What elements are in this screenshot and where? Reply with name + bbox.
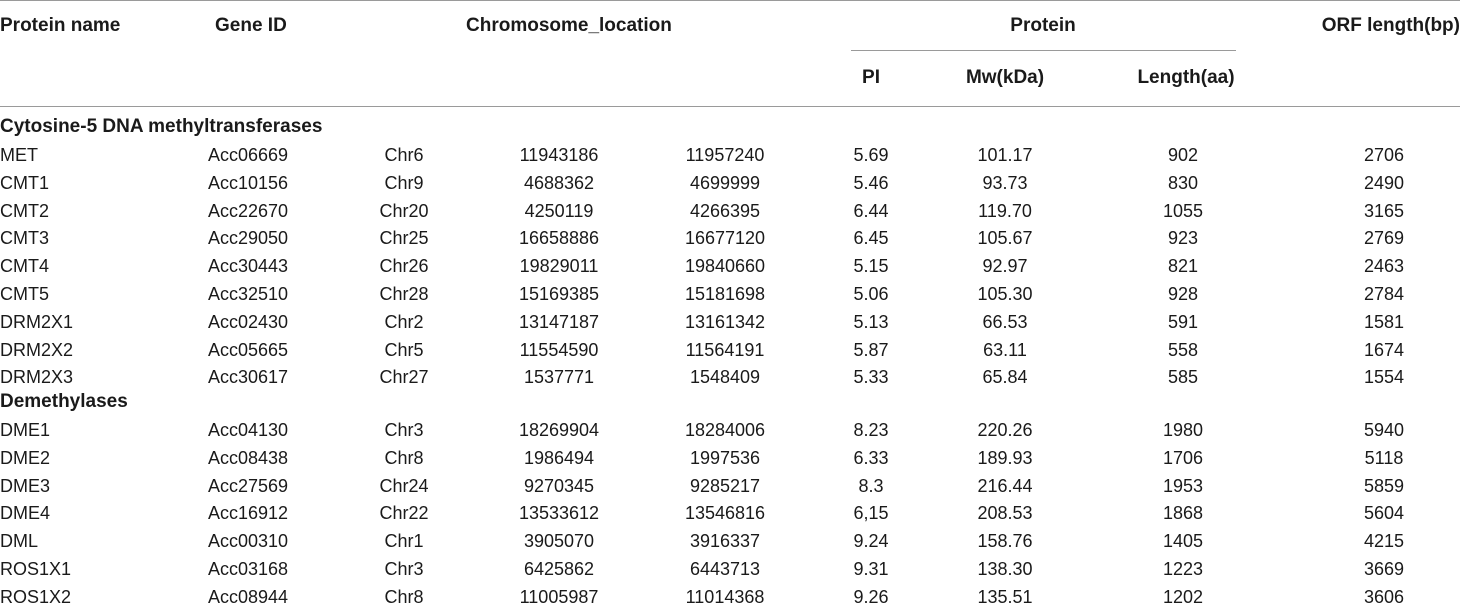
cell-mw: 216.44 <box>977 475 1033 496</box>
cell-protein-name: DME2 <box>0 447 51 468</box>
cell-pi: 8.23 <box>853 420 889 440</box>
cell-gene-id: Acc06669 <box>207 145 289 165</box>
cell-chromosome: Chr2 <box>384 311 424 332</box>
cell-length: 1706 <box>1162 447 1204 468</box>
cell-orf: 3669 <box>1363 559 1405 579</box>
cell-chromosome: Chr3 <box>384 559 424 579</box>
cell-end: 16677120 <box>684 228 766 249</box>
cell-gene-id: Acc08438 <box>207 447 289 468</box>
cell-protein-name: CMT2 <box>0 200 49 221</box>
cell-chromosome: Chr24 <box>379 475 429 496</box>
cell-pi: 9.24 <box>853 531 889 552</box>
header-chromosome-location: Chromosome_location <box>466 15 672 36</box>
cell-mw: 92.97 <box>982 256 1028 277</box>
cell-start: 15169385 <box>518 284 600 304</box>
cell-orf: 1581 <box>1363 311 1405 332</box>
cell-gene-id: Acc08944 <box>207 586 289 607</box>
cell-length: 585 <box>1167 367 1199 388</box>
cell-protein-name: DME3 <box>0 475 51 496</box>
cell-start: 6425862 <box>523 559 595 579</box>
cell-orf: 1554 <box>1363 367 1405 388</box>
cell-mw: 138.30 <box>977 559 1033 579</box>
cell-orf: 4215 <box>1363 531 1405 552</box>
cell-orf: 5604 <box>1363 503 1405 524</box>
cell-length: 1223 <box>1162 559 1204 579</box>
cell-protein-name: CMT5 <box>0 284 49 304</box>
cell-length: 830 <box>1167 172 1199 193</box>
cell-start: 11554590 <box>519 339 599 360</box>
cell-end: 18284006 <box>684 420 766 440</box>
cell-length: 591 <box>1167 311 1199 332</box>
cell-end: 11564191 <box>685 339 765 360</box>
cell-end: 11014368 <box>685 586 765 607</box>
cell-pi: 6.44 <box>853 200 889 221</box>
cell-start: 13147187 <box>518 311 600 332</box>
cell-pi: 6.45 <box>853 228 889 249</box>
cell-chromosome: Chr27 <box>379 367 429 388</box>
cell-length: 1868 <box>1162 503 1204 524</box>
cell-mw: 189.93 <box>977 447 1033 468</box>
cell-start: 13533612 <box>518 503 600 524</box>
header-protein: Protein <box>1010 15 1076 36</box>
cell-gene-id: Acc29050 <box>207 228 289 249</box>
cell-gene-id: Acc22670 <box>207 200 289 221</box>
cell-start: 9270345 <box>523 475 595 496</box>
header-pi: PI <box>862 67 880 88</box>
cell-pi: 8.3 <box>858 475 884 496</box>
cell-chromosome: Chr26 <box>379 256 429 277</box>
cell-mw: 135.51 <box>977 586 1033 607</box>
cell-pi: 5.15 <box>853 256 889 277</box>
cell-end: 13546816 <box>684 503 766 524</box>
cell-gene-id: Acc16912 <box>207 503 289 524</box>
cell-protein-name: DME4 <box>0 503 51 524</box>
cell-pi: 5.69 <box>853 145 889 165</box>
cell-length: 1405 <box>1162 531 1204 552</box>
cell-end: 9285217 <box>689 475 761 496</box>
cell-protein-name: CMT3 <box>0 228 49 249</box>
cell-orf: 5940 <box>1363 420 1405 440</box>
cell-orf: 3165 <box>1363 200 1405 221</box>
cell-length: 821 <box>1167 256 1199 277</box>
top-rule <box>0 0 1460 1</box>
cell-start: 18269904 <box>518 420 600 440</box>
cell-start: 4688362 <box>523 172 595 193</box>
header-bottom-rule <box>0 106 1460 107</box>
cell-orf: 2463 <box>1363 256 1405 277</box>
cell-mw: 66.53 <box>982 311 1028 332</box>
cell-start: 11005987 <box>519 586 599 607</box>
cell-gene-id: Acc02430 <box>207 311 289 332</box>
cell-gene-id: Acc32510 <box>207 284 289 304</box>
cell-gene-id: Acc04130 <box>207 420 289 440</box>
cell-mw: 93.73 <box>982 172 1028 193</box>
cell-start: 11943186 <box>519 145 599 165</box>
cell-pi: 5.13 <box>853 311 889 332</box>
cell-end: 3916337 <box>689 531 761 552</box>
cell-pi: 9.31 <box>853 559 889 579</box>
cell-mw: 208.53 <box>977 503 1033 524</box>
cell-end: 15181698 <box>684 284 766 304</box>
cell-mw: 105.67 <box>977 228 1033 249</box>
cell-start: 4250119 <box>524 200 594 221</box>
cell-orf: 3606 <box>1363 586 1405 607</box>
header-mw: Mw(kDa) <box>965 67 1045 88</box>
cell-chromosome: Chr8 <box>384 447 424 468</box>
cell-length: 1980 <box>1162 420 1204 440</box>
cell-start: 16658886 <box>518 228 600 249</box>
cell-pi: 6,15 <box>853 503 889 524</box>
cell-pi: 5.87 <box>853 339 889 360</box>
cell-chromosome: Chr1 <box>384 531 424 552</box>
cell-protein-name: DRM2X1 <box>0 311 74 332</box>
cell-protein-name: ROS1X1 <box>0 559 72 579</box>
cell-mw: 65.84 <box>982 367 1028 388</box>
cell-end: 19840660 <box>684 256 766 277</box>
cell-pi: 9.26 <box>853 586 889 607</box>
cell-chromosome: Chr28 <box>379 284 429 304</box>
cell-gene-id: Acc03168 <box>207 559 289 579</box>
cell-end: 4699999 <box>689 172 761 193</box>
cell-gene-id: Acc30617 <box>207 367 289 388</box>
cell-start: 1986494 <box>523 447 595 468</box>
cell-mw: 158.76 <box>977 531 1033 552</box>
cell-mw: 220.26 <box>977 420 1033 440</box>
cell-mw: 105.30 <box>977 284 1033 304</box>
section-title: Cytosine-5 DNA methyltransferases <box>0 116 323 137</box>
cell-length: 558 <box>1167 339 1199 360</box>
cell-chromosome: Chr9 <box>384 172 424 193</box>
cell-length: 1202 <box>1162 586 1204 607</box>
cell-protein-name: CMT4 <box>0 256 49 277</box>
cell-start: 19829011 <box>519 256 599 277</box>
cell-pi: 5.06 <box>853 284 889 304</box>
section-title: Demethylases <box>0 391 128 412</box>
cell-end: 6443713 <box>689 559 761 579</box>
cell-chromosome: Chr20 <box>379 200 429 221</box>
cell-gene-id: Acc30443 <box>207 256 289 277</box>
cell-end: 4266395 <box>689 200 761 221</box>
cell-end: 11957240 <box>685 145 765 165</box>
cell-protein-name: DME1 <box>0 420 51 440</box>
cell-protein-name: ROS1X2 <box>0 586 72 607</box>
cell-gene-id: Acc05665 <box>207 339 289 360</box>
cell-protein-name: DML <box>0 531 39 552</box>
cell-chromosome: Chr3 <box>384 420 424 440</box>
cell-chromosome: Chr8 <box>384 586 424 607</box>
cell-pi: 5.33 <box>853 367 889 388</box>
cell-length: 928 <box>1167 284 1199 304</box>
protein-group-rule <box>851 50 1236 51</box>
cell-pi: 5.46 <box>853 172 889 193</box>
cell-gene-id: Acc27569 <box>207 475 289 496</box>
cell-chromosome: Chr6 <box>384 145 424 165</box>
cell-orf: 2490 <box>1363 172 1405 193</box>
cell-orf: 5859 <box>1363 475 1405 496</box>
cell-orf: 2706 <box>1363 145 1405 165</box>
header-orf-length: ORF length(bp) <box>1321 15 1460 36</box>
cell-orf: 2769 <box>1363 228 1405 249</box>
cell-protein-name: CMT1 <box>0 172 49 193</box>
header-length: Length(aa) <box>1137 67 1235 88</box>
cell-length: 1055 <box>1162 200 1204 221</box>
cell-protein-name: DRM2X2 <box>0 339 74 360</box>
cell-mw: 119.70 <box>978 200 1032 221</box>
cell-mw: 63.11 <box>983 339 1027 360</box>
cell-gene-id: Acc00310 <box>207 531 289 552</box>
cell-orf: 5118 <box>1364 447 1404 468</box>
cell-protein-name: MET <box>0 145 38 165</box>
cell-end: 13161342 <box>684 311 766 332</box>
cell-orf: 1674 <box>1363 339 1405 360</box>
cell-chromosome: Chr25 <box>379 228 429 249</box>
cell-start: 1537771 <box>523 367 595 388</box>
cell-chromosome: Chr22 <box>379 503 429 524</box>
cell-start: 3905070 <box>523 531 595 552</box>
cell-protein-name: DRM2X3 <box>0 367 74 388</box>
cell-end: 1997536 <box>689 447 761 468</box>
cell-orf: 2784 <box>1363 284 1405 304</box>
cell-mw: 101.17 <box>977 145 1033 165</box>
cell-length: 923 <box>1167 228 1199 249</box>
cell-length: 902 <box>1167 145 1199 165</box>
cell-gene-id: Acc10156 <box>207 172 289 193</box>
cell-end: 1548409 <box>689 367 761 388</box>
cell-pi: 6.33 <box>853 447 889 468</box>
header-protein-name: Protein name <box>0 15 121 36</box>
cell-length: 1953 <box>1162 475 1204 496</box>
header-gene-id: Gene ID <box>215 15 287 36</box>
cell-chromosome: Chr5 <box>384 339 424 360</box>
